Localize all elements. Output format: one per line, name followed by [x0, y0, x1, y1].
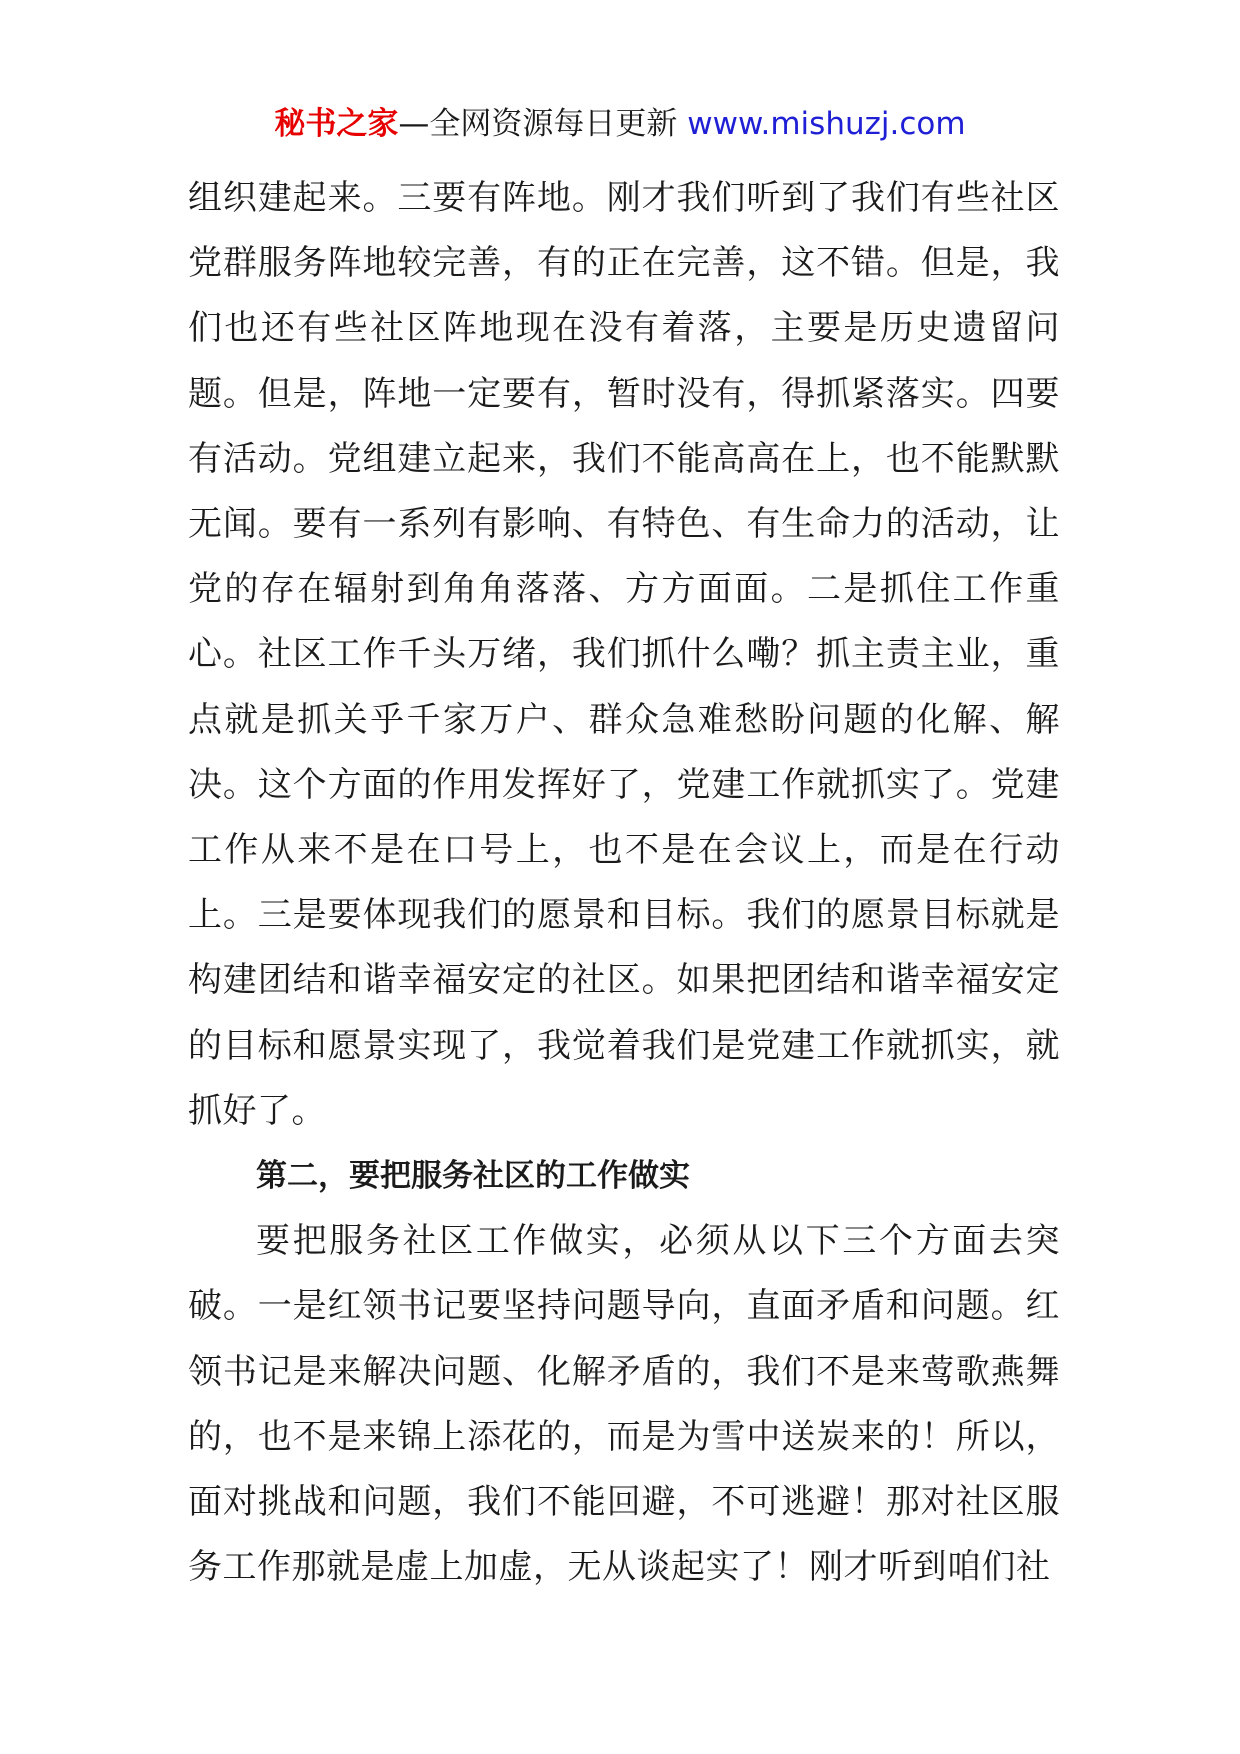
site-slogan: —全网资源每日更新 — [398, 106, 688, 142]
site-header — [0, 104, 1240, 144]
body-paragraph: 组织建起来。三要有阵地。刚才我们听到了我们有些社区党群服务阵地较完善，有的正在完善，这不错。但是，我们也还有些社区阵地现在没有着落，主要是历史遗留问题。但是，阵地一定要有，暂时没有，得抓紧落实。四要有活动。党组建立起来，我们不能高高在上，也不能默默无闻。要有一系列有影响、有特色、有生命力的活动，让党的存在辐射到角角落落、方方面面。二是抓住工作重心。社区工作千头万绪，我们抓什么嘞？抓主责主业，重点就是抓关乎千家万户、群众急难愁盼问题的化解、解决。这个方面的作用发挥好了，党建工作就抓实了。党建工作从来不是在口号上，也不是在会议上，而是在行动上。三是要体现我们的愿景和目标。我们的愿景目标就是构建团结和谐幸福安定的社区。如果把团结和谐幸福安定的目标和愿景实现了，我觉着我们是党建工作就抓实，就抓好了。 — [188, 178, 1060, 1131]
body-paragraph: 要把服务社区工作做实，必须从以下三个方面去突破。一是红领书记要坚持问题导向，直面矛盾和问题。红领书记是来解决问题、化解矛盾的，我们不是来莺歌燕舞的，也不是来锦上添花的，而是为雪中送炭来的！所以，面对挑战和问题，我们不能回避，不可逃避！那对社区服务工作那就是虚上加虚，无从谈起实了！刚才听到咱们社 — [188, 1221, 1060, 1588]
section-heading: 第二，要把服务社区的工作做实 — [256, 1158, 690, 1195]
document-body — [188, 166, 1060, 1600]
site-brand: 秘书之家 — [274, 106, 399, 142]
site-url-link[interactable]: www.mishuzj.com — [687, 106, 966, 142]
